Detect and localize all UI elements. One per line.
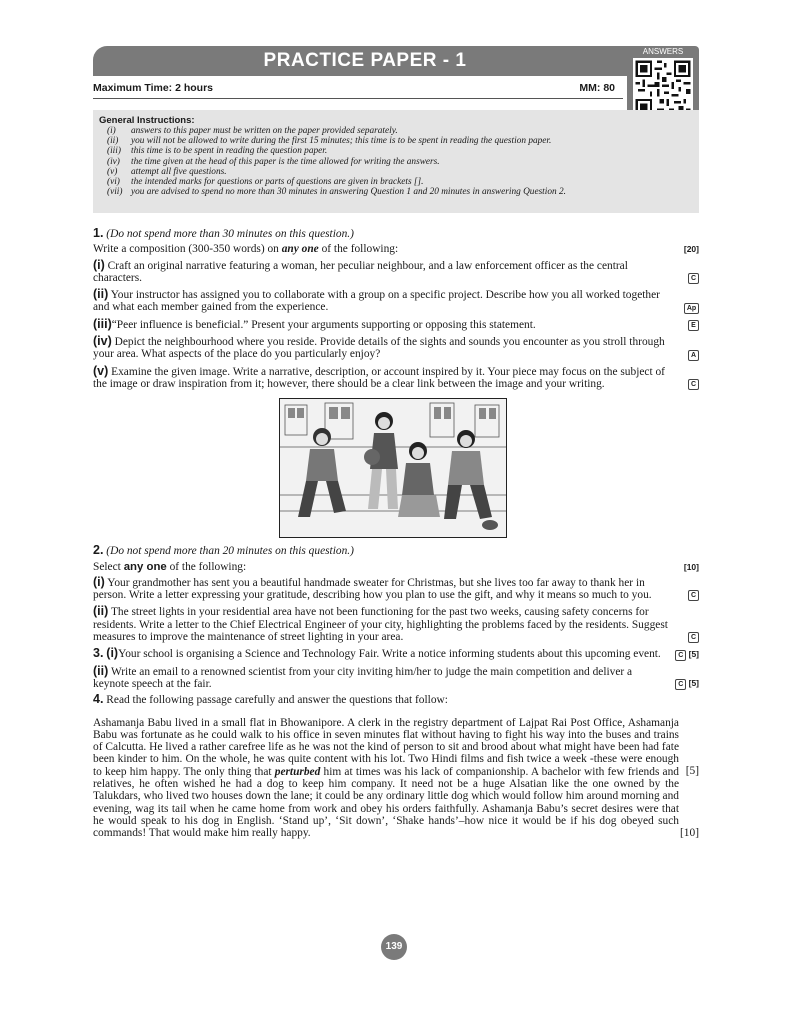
q2-header [93, 544, 699, 557]
q2-note: (Do not spend more than 20 minutes on this question.) [106, 545, 354, 558]
instructions-title: General Instructions: [99, 115, 195, 126]
group-of-friends-illustration [280, 399, 506, 537]
q1-number: 1. [93, 226, 104, 240]
q1-part-ii: (ii) Your instructor has assigned you to collaborate with a group on a specific project. Describe how you all worked together and what each member gained from the experience. Ap [93, 288, 699, 314]
q4-header [93, 693, 699, 706]
cognitive-level-badge: C [675, 650, 686, 661]
q1-part-i: (i) Craft an original narrative featuring a woman, her peculiar neighbour, and a law enforcement officer as the central characters. C [93, 259, 699, 285]
q1-intro: Write a composition (300-350 words) on any one of the following: [20] [93, 243, 699, 256]
instruction-item: (iv) the time given at the head of this paper is the time allowed for writing the answers. [107, 156, 440, 167]
q2-part-ii: (ii) The street lights in your residential area have not been functioning for the past two weeks, causing safety concerns for residents. Write a letter to the Chief Electrical Engineer of your city, highlighting the problems faced by the residents. Suggest measures to improve the maintenance of street lighting in your area. C [93, 605, 699, 643]
q1-note: (Do not spend more than 30 minutes on this question.) [106, 228, 354, 240]
q2-part-i: (i) Your grandmother has sent you a beautiful handmade sweater for Christmas, but she lives too far away to thank her in person. Write a letter expressing your gratitude, describing how you plan to use the gift, and why it means so much to you. C [93, 576, 699, 602]
q1-part-iii: (iii)“Peer influence is beneficial.” Present your arguments supporting or opposing this statement. E [93, 318, 699, 331]
cognitive-level-badge: C [688, 590, 699, 601]
qr-code-icon[interactable] [633, 58, 693, 118]
q4-passage: Ashamanja Babu lived in a small flat in Bhowanipore. A clerk in the registry department of Lajpat Rai Post Office, Ashamanja Babu was fortunate as he could walk to his office in seven minutes flat without having to fight his way into the buses and trains of Calcutta. He lived a rather carefree life as he was not the kind of person to sit and brood about what might have been had fate been kinder to him. On the whole, he was quite content with his lot. Two Hindi films and fish twice a week -these were enough to keep him happy. The only thing that perturbed him at times was his lack of companionship. A bachelor with few friends and relatives, he often wished he had a dog to keep him company. It need not be a huge Alsatian like the one owned by the Talukdars, who lived two houses down the lane; it could be any ordinary little dog which would follow him around morning and evening, wag its tail when he came home from work and obey his orders faithfully. Ashamanja Babu’s secret desires were that he would speak to his dog in English. ‘Stand up’, ‘Sit down’, ‘Shake hands’–how nice it would be if his dog obeyed such commands! That would make him really happy. [93, 716, 680, 840]
composition-image [279, 398, 507, 538]
instruction-item: (vi) the intended marks for questions or parts of questions are given in brackets []. [107, 177, 424, 188]
instruction-item: (ii) you will not be allowed to write during the first 15 minutes; this time is to be spent in reading the question paper. [107, 136, 552, 147]
line-marker: [10] [680, 826, 699, 839]
paper-title: PRACTICE PAPER - 1 [263, 50, 467, 71]
page-number: 139 [381, 934, 407, 960]
instruction-item: (vii) you are advised to spend no more than 30 minutes in answering Question 1 and 20 minutes in answering Question 2. [107, 187, 566, 198]
q2-intro: Select any one of the following: [10] [93, 560, 699, 573]
max-time: Maximum Time: 2 hours [93, 82, 214, 94]
cognitive-level-badge: C [688, 632, 699, 643]
instruction-item: (iii) this time is to be spent in reading the question paper. [107, 146, 328, 157]
qr-top-label: ANSWERS [642, 47, 684, 56]
q2-marks: [10] [683, 561, 699, 572]
instructions-list [107, 126, 697, 197]
q1-header [93, 227, 699, 240]
cognitive-level-badge: C [675, 679, 686, 690]
max-marks: MM: 80 [579, 82, 615, 94]
instruction-item: (v) attempt all five questions. [107, 166, 227, 177]
q3-part-ii: (ii) Write an email to a renowned scientist from your city inviting him/her to judge the main competition and deliver a keynote speech at the fair. C [5] [93, 663, 699, 690]
instruction-item: (i) answers to this paper must be written on the paper provided separately. [107, 126, 398, 136]
q3-part-i-marks: C [5] [675, 648, 699, 661]
general-instructions [93, 110, 699, 213]
q1-marks: [20] [683, 244, 699, 255]
question-content [93, 227, 699, 840]
q3-part-ii-marks: C [5] [675, 677, 699, 690]
header-divider [93, 98, 623, 99]
cognitive-level-badge: C [688, 273, 699, 284]
q1-part-iv: (iv) Depict the neighbourhood where you reside. Provide details of the sights and sounds you encounter as you stroll through your area. What aspects of the place do you particularly enjoy? A [93, 335, 699, 361]
cognitive-level-badge: E [688, 320, 699, 331]
q1-part-v: (v) Examine the given image. Write a narrative, description, or account inspired by it. Your piece may focus on the subject of the image or draw inspiration from it; however, there should be a clear link between the image and your writing. C [93, 365, 699, 391]
time-marks-bar [93, 82, 623, 94]
cognitive-level-badge: A [688, 350, 699, 361]
q2-number: 2. [93, 543, 104, 558]
q4-intro: Read the following passage carefully and answer the questions that follow: [106, 694, 448, 707]
paper-title-banner [93, 46, 637, 76]
q3-number: 3. [93, 646, 104, 661]
line-marker: [5] [685, 764, 699, 777]
q4-passage-block [93, 717, 699, 840]
q3-part-i: 3. (i)Your school is organising a Science and Technology Fair. Write a notice informing students about this upcoming event. C [5] [93, 646, 699, 661]
cognitive-level-badge: C [688, 379, 699, 390]
cognitive-level-badge: Ap [684, 303, 699, 314]
q4-number: 4. [93, 692, 104, 707]
